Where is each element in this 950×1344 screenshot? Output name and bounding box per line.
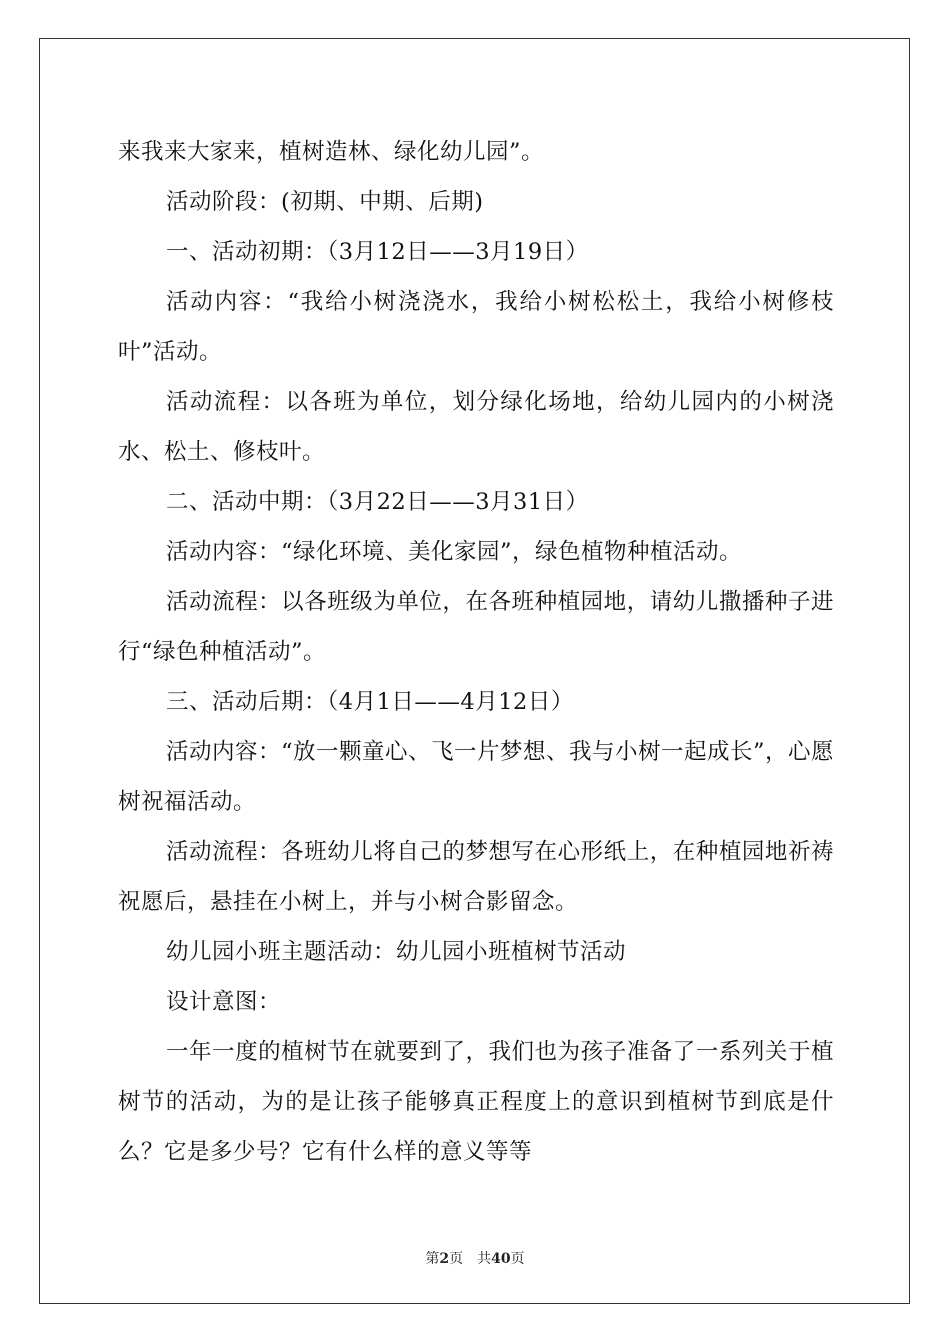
paragraph: 活动内容：“放一颗童心、飞一片梦想、我与小树一起成长”，心愿树祝福活动。 — [118, 739, 835, 815]
page-prefix: 第 — [425, 1251, 440, 1267]
page-suffix: 页 — [449, 1251, 464, 1267]
document-body — [118, 127, 834, 1177]
paragraph: 设计意图： — [166, 989, 282, 1015]
paragraph: 活动流程：以各班为单位，划分绿化场地，给幼儿园内的小树浇水、松土、修枝叶。 — [118, 389, 834, 465]
paragraph: 活动内容：“绿化环境、美化家园”，绿色植物种植活动。 — [166, 539, 743, 565]
paragraph: 活动流程：以各班级为单位，在各班种植园地，请幼儿撒播种子进行“绿色种植活动”。 — [118, 589, 834, 665]
total-suffix: 页 — [510, 1251, 525, 1267]
page-number: 2 — [439, 1251, 450, 1267]
section-heading: 三、活动后期：（4月1日——4月12日） — [166, 689, 574, 715]
section-heading: 二、活动中期：（3月22日——3月31日） — [166, 489, 589, 515]
total-prefix: 共 — [477, 1251, 492, 1267]
paragraph: 活动内容：“我给小树浇浇水，我给小树松松土，我给小树修枝叶”活动。 — [118, 289, 834, 365]
section-heading: 一、活动初期：（3月12日——3月19日） — [166, 239, 589, 265]
paragraph: 幼儿园小班主题活动：幼儿园小班植树节活动 — [166, 939, 627, 965]
paragraph: 活动流程：各班幼儿将自己的梦想写在心形纸上，在种植园地祈祷祝愿后，悬挂在小树上，并与小树合影留念。 — [118, 839, 834, 915]
total-pages: 40 — [491, 1251, 511, 1267]
paragraph: 来我来大家来，植树造林、绿化幼儿园”。 — [118, 139, 545, 165]
page-footer — [0, 1248, 950, 1268]
paragraph: 活动阶段：(初期、中期、后期) — [166, 189, 484, 215]
paragraph: 一年一度的植树节在就要到了，我们也为孩子准备了一系列关于植树节的活动，为的是让孩子能够真正程度上的意识到植树节到底是什么？它是多少号？它有什么样的意义等等 — [118, 1039, 834, 1165]
